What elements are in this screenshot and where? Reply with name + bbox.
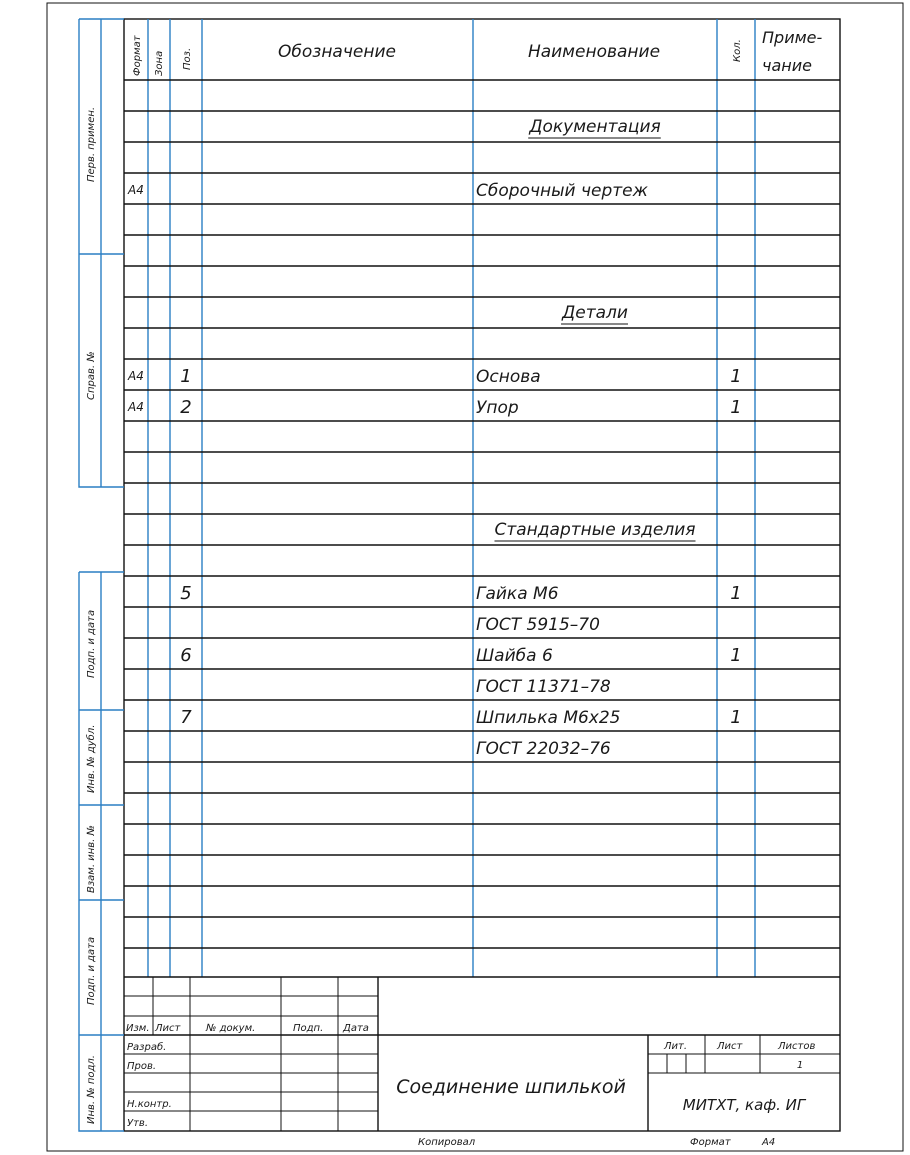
header-pos: Поз. <box>182 47 193 70</box>
spec-table-rows <box>127 117 742 759</box>
title-block <box>124 977 840 1131</box>
table-row <box>127 397 742 418</box>
cell-qty: 1 <box>730 397 742 418</box>
tb-razrab: Разраб. <box>127 1042 167 1053</box>
footer-format-value: А4 <box>762 1137 776 1148</box>
cell-pos: 6 <box>180 645 192 666</box>
cell-name: Упор <box>476 398 519 418</box>
cell-name: ГОСТ 22032–76 <box>476 739 611 759</box>
footer-copied: Копировал <box>418 1137 476 1148</box>
side-label-perv-primen: Перв. примен. <box>86 106 97 182</box>
side-labels <box>85 107 97 1124</box>
cell-name: Шайба 6 <box>476 646 553 666</box>
tb-izm: Изм. <box>126 1023 150 1034</box>
table-row <box>528 117 661 138</box>
section-heading: Документация <box>529 117 661 137</box>
cell-format: А4 <box>128 183 144 197</box>
table-row <box>561 303 628 324</box>
tb-lit: Лит. <box>664 1041 688 1052</box>
tb-sheets: Листов <box>778 1041 816 1052</box>
sheet-footer <box>418 1137 775 1148</box>
table-row <box>180 707 741 728</box>
header-note-line1: Приме- <box>762 28 823 47</box>
spec-table-grid <box>124 19 840 977</box>
cell-format: А4 <box>128 369 144 383</box>
section-heading: Детали <box>562 303 628 323</box>
header-format: Формат <box>132 35 143 76</box>
tb-organization: МИТХТ, каф. ИГ <box>682 1096 806 1114</box>
side-label-inv-podl: Инв. № подл. <box>86 1055 97 1124</box>
cell-qty: 1 <box>730 366 742 387</box>
cell-pos: 1 <box>180 366 192 387</box>
table-row <box>494 520 695 541</box>
tb-utv: Утв. <box>127 1118 148 1129</box>
side-label-vzam-inv: Взам. инв. № <box>86 825 97 893</box>
table-row <box>180 645 741 666</box>
side-label-podp-data-1: Подп. и дата <box>86 609 97 678</box>
cell-name: ГОСТ 11371–78 <box>476 677 611 697</box>
table-row <box>127 181 649 201</box>
side-label-sprav-no: Справ. № <box>86 351 97 400</box>
tb-sheets-value: 1 <box>796 1060 804 1071</box>
cell-name: Сборочный чертеж <box>476 181 648 201</box>
side-label-podp-data-2: Подп. и дата <box>86 936 97 1005</box>
tb-document-title: Соединение шпилькой <box>396 1076 626 1098</box>
header-note-line2: чание <box>762 56 812 75</box>
cell-pos: 7 <box>180 707 192 728</box>
header-zone: Зона <box>154 50 165 76</box>
cell-name: Шпилька М6x25 <box>476 708 621 728</box>
cell-qty: 1 <box>730 645 742 666</box>
cell-name: ГОСТ 5915–70 <box>476 615 600 635</box>
cell-name: Основа <box>476 367 541 387</box>
section-heading: Стандартные изделия <box>494 520 696 540</box>
header-qty: Кол. <box>732 39 743 62</box>
cell-pos: 5 <box>180 583 192 604</box>
spec-table-header <box>132 28 823 76</box>
table-row <box>180 583 741 604</box>
table-row <box>476 677 611 697</box>
table-row <box>476 615 600 635</box>
cell-pos: 2 <box>180 397 192 418</box>
header-designation: Обозначение <box>278 42 396 62</box>
tb-data: Дата <box>343 1023 369 1034</box>
cell-qty: 1 <box>730 707 742 728</box>
table-row <box>127 366 742 387</box>
table-row <box>476 739 611 759</box>
tb-sheet: Лист <box>717 1041 743 1052</box>
cell-qty: 1 <box>730 583 742 604</box>
cell-name: Гайка М6 <box>476 584 559 604</box>
sheet-trim-border <box>47 3 903 1151</box>
tb-list: Лист <box>155 1023 181 1034</box>
tb-podp: Подп. <box>293 1023 324 1034</box>
tb-prov: Пров. <box>127 1061 157 1072</box>
tb-n-kontr: Н.контр. <box>127 1099 172 1110</box>
cell-format: А4 <box>128 400 144 414</box>
side-label-inv-dubl: Инв. № дубл. <box>86 724 97 793</box>
tb-doc-no: № докум. <box>206 1023 256 1034</box>
footer-format-label: Формат <box>690 1137 731 1148</box>
header-name: Наименование <box>527 42 661 62</box>
